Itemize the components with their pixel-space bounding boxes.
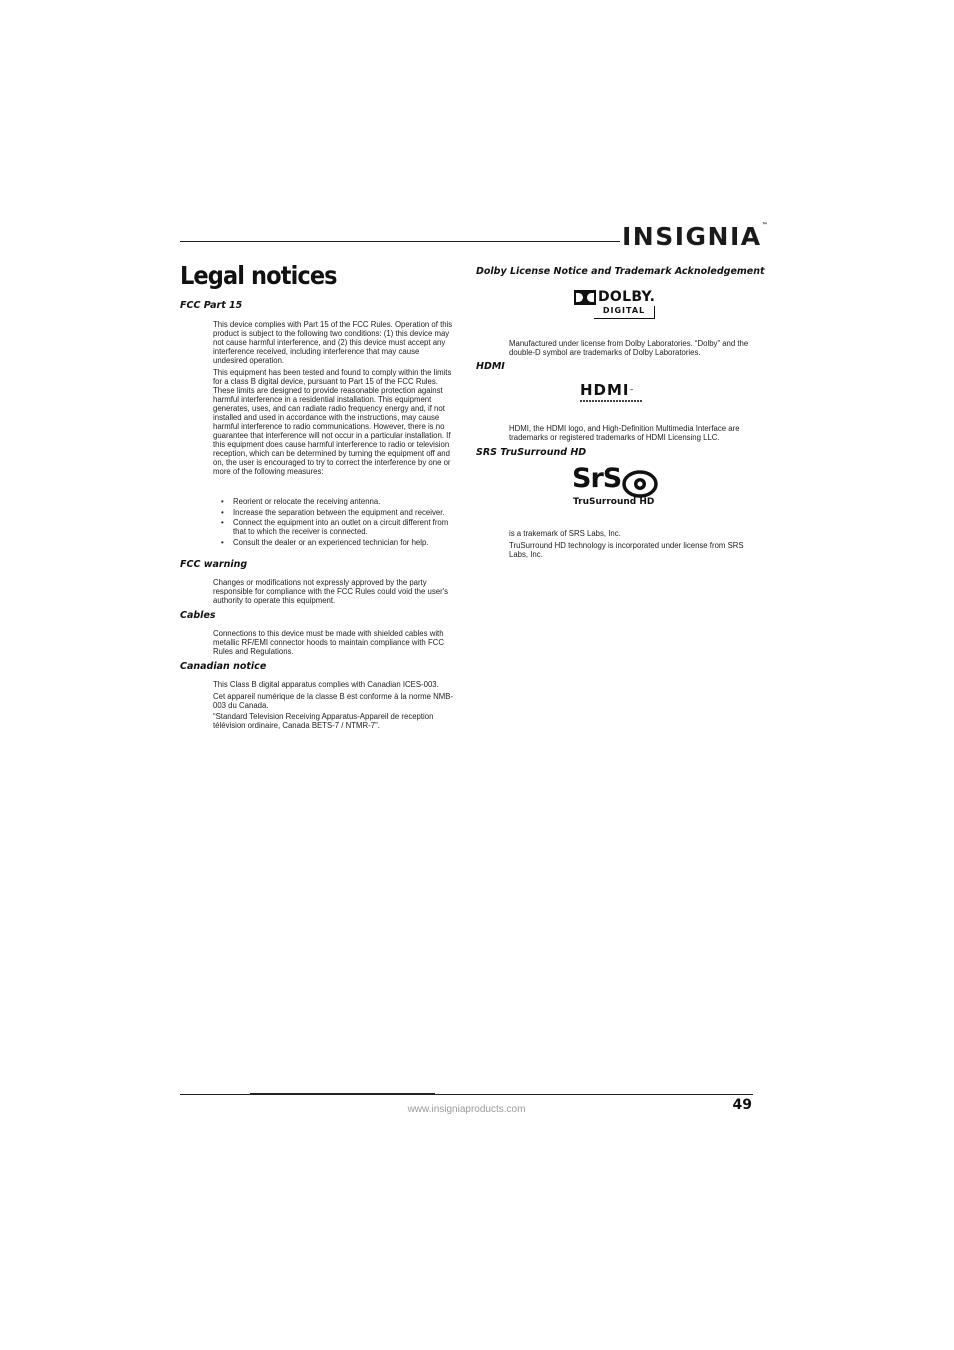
srs-paragraph-2: TruSurround HD technology is incorporated under license from SRS Labs, Inc. [509,541,744,559]
header-rule [180,241,620,242]
insignia-logo [622,222,768,251]
page-title: Legal notices [180,261,337,290]
cables-heading: Cables [180,610,216,621]
canadian-notice-paragraph-2: Cet appareil numérique de la classe B est conforme à la norme NMB-003 du Canada. [213,692,454,710]
double-d-icon [574,290,596,305]
fcc-warning-paragraph: Changes or modifications not expressly approved by the party responsible for compliance with the FCC Rules could void the user's authority to operate this equipment. [213,578,449,605]
canadian-notice-heading: Canadian notice [180,661,267,672]
canadian-notice-paragraph-1: This Class B digital apparatus complies with Canadian ICES-003. [213,680,439,689]
footer-url: www.insigniaproducts.com [407,1104,526,1115]
brand-trademark: ™ [761,222,768,229]
footer-rule-accent [250,1093,435,1095]
cables-paragraph: Connections to this device must be made with shielded cables with metallic RF/EMI connector hoods to maintain compliance with FCC Rules and Regulations. [213,629,444,656]
srs-paragraph-1: is a trakemark of SRS Labs, Inc. [509,529,621,538]
dolby-heading: Dolby License Notice and Trademark Acknoledgement [476,266,765,277]
dolby-logo-digital: DIGITAL [594,306,655,319]
hdmi-heading: HDMI [476,361,505,372]
dolby-digital-logo [574,290,656,320]
hdmi-logo-word: HDMI [580,381,630,399]
dolby-logo-word: DOLBY. [598,289,656,305]
hdmi-trademark: ™ [629,388,635,393]
hdmi-paragraph: HDMI, the HDMI logo, and High-Definition Multimedia Interface are trademarks or registered trademarks of HDMI Licensing LLC. [509,424,740,442]
srs-heading: SRS TruSurround HD [476,447,587,458]
brand-text: INSIGNIA [622,222,762,251]
srs-logo-subtext: TruSurround HD [573,497,655,507]
fcc-part15-heading: FCC Part 15 [180,300,243,311]
hdmi-logo [580,383,650,405]
list-item: • Reorient or relocate the receiving antenna. [221,497,455,506]
srs-logo-word: SrS [572,463,622,494]
fcc-measures-list [221,497,455,548]
list-item: • Connect the equipment into an outlet on a circuit different from that to which the receiver is connected. [221,518,455,536]
list-item: • Increase the separation between the equipment and receiver. [221,508,455,517]
canadian-notice-paragraph-3: “Standard Television Receiving Apparatus-Appareil de reception télévision ordinaire, Canada BETS-7 / NTMR-7”. [213,712,434,730]
srs-trusurround-logo [572,463,662,509]
hdmi-logo-subtext [580,400,642,402]
list-item: • Consult the dealer or an experienced technician for help. [221,538,455,547]
fcc-warning-heading: FCC warning [180,559,248,570]
fcc-part15-paragraph-2: This equipment has been tested and found to comply within the limits for a class B digital device, pursuant to Part 15 of the FCC Rules. These limits are designed to provide reasonable protection against harmful interference in a residential installation. This equipment generates, uses, and can radiate radio frequency energy and, if not installed and used in accordance with the instructions, may cause harmful interference to radio communications. However, there is no guarantee that interference will not occur in a particular installation. If this equipment does cause harmful interference to radio or television reception, which can be determined by turning the equipment off and on, the user is encouraged to try to correct the interference by one or more of the following measures: [213,368,452,476]
dolby-paragraph: Manufactured under license from Dolby Laboratories. “Dolby” and the double-D symbol are trademarks of Dolby Laboratories. [509,339,749,357]
page-number: 49 [732,1097,752,1113]
srs-circle-icon [622,470,658,498]
fcc-part15-paragraph-1: This device complies with Part 15 of the FCC Rules. Operation of this product is subject to the following two conditions: (1) this device may not cause harmful interference, and (2) this device must accept any interference received, including interference that may cause undesired operation. [213,320,453,365]
